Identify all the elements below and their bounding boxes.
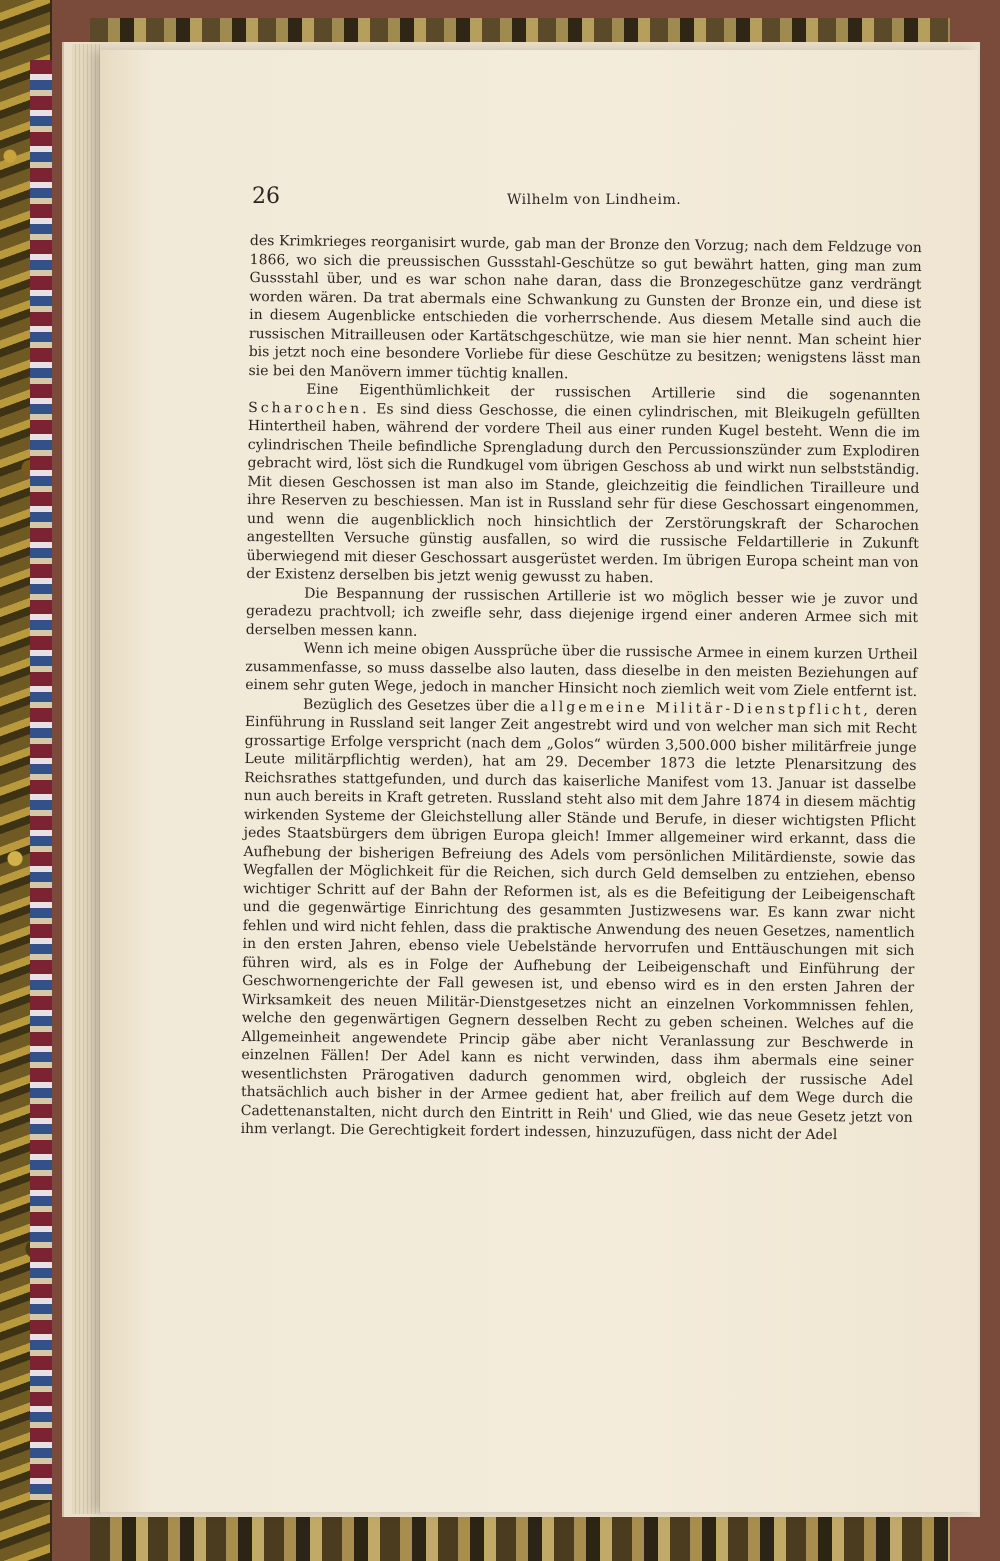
paragraph-text: Wenn ich meine obigen Aussprüche über die russische Armee in einem kurzen Urtheil zusammenfasse, so muss dasselbe also lauten, dass dieselbe in den meisten Beziehungen auf einem sehr guten Wege, jedoch in mancher Hinsicht noch ziemlich weit vom Ziele entfernt ist. [245,640,918,701]
paragraph-text: Es sind diess Geschosse, die einen cylindrischen, mit Bleikugeln gefüllten Hintertheil haben, während der vordere Theil aus einer runden Kugel besteht. Wenn die im cylindrischen Theile befindliche Sprengladung durch den Percussionszünder zum Explodiren gebracht wird, löst sich die Rundkugel vom übrigen Geschoss ab und wirkt nun selbstständig. Mit diesen Geschossen ist man also im Stande, gleichzeitig die feindlichen Tirailleure und ihre Reserven zu beschiessen. Man ist in Russland sehr für diese Geschossart eingenommen, und wenn die augenblicklich noch hinsichtlich der Zerstörungskraft der Scharochen angestellten Versuche günstig ausfallen, so wird die russische Feldartillerie in Zukunft überwiegend mit dieser Geschossart ausgerüstet werden. Im übrigen Europa scheint man von der Existenz derselben bis jetzt wenig gewusst zu haben. [246,400,921,587]
paragraph-text: deren Einführung in Russland seit langer Zeit angestrebt wird und von welcher man sich mit Recht grossartige Erfolge verspricht (nach dem „Golos“ würden 3,500.000 bisher militärfreie junge Leute militärpflichtig werden), hat am 29. December 1873 die letzte Plenarsitzung des Reichsrathes stattgefunden, und durch das kaiserliche Manifest vom 13. Januar ist dasselbe nun auch bereits in Kraft getreten. Russland steht also mit dem Jahre 1874 in diesem mächtig wirkenden Systeme der Gleichstellung aller Stände und Berufe, in dieser wichtigsten Pflicht jedes Staatsbürgers dem übrigen Europa gleich! Immer allgemeiner wird erkannt, dass die Aufhebung der bisherigen Befreiung des Adels vom persönlichen Militärdienste, sowie das Wegfallen der Möglichkeit für die Reichen, sich durch Geld demselben zu entziehen, ebenso wichtiger Schritt auf der Bahn der Reformen ist, als es die Befeitigung der Leibeigenschaft und die gegenwärtige Einrichtung des gesammten Justizwesens war. Es kann zwar nicht fehlen und wird nicht fehlen, dass die praktische Anwendung des neuen Gesetzes, namentlich in den ersten Jahren, ebenso viele Uebelstände hervorrufen und Enttäuschungen mit sich führen wird, als es in Folge der Aufhebung der Leibeigenschaft und Einführung der Geschwornengerichte der Fall gewesen ist, und ebenso wird es in den ersten Jahren der Wirksamkeit des neuen Militär-Dienstgesetzes nicht an einzelnen Vorkommnissen fehlen, welche den gegenwärtigen Gegnern desselben Recht zu geben scheinen. Welches auf die Allgemeinheit angewendete Princip gäbe aber nicht Veranlassung zur Beschwerde in einzelnen Fällen! Der Adel kann es nicht verwinden, dass ihm abermals eine seiner wesentlichsten Prärogativen dadurch genommen wird, obgleich der russische Adel thatsächlich auch bisher in der Armee gedient hat, aber freilich auf dem Wege durch die Cadettenanstalten, nicht durch den Eintritt in Reih' und Glied, wie das neue Gesetz jetzt von ihm verlangt. Die Gerechtigkeit fordert indessen, hinzuzufügen, dass nicht der Adel [240,702,918,1144]
bottom-edge-marbling [90,1512,950,1561]
paragraph [246,380,920,591]
marbled-spine-edge [30,60,52,1500]
paragraph-text: Die Bespannung der russischen Artillerie ist wo möglich besser wie je zuvor und geradezu prachtvoll; ich zweifle sehr, dass diejenige irgend einer anderen Armee sich mit derselben messen kann. [245,585,919,640]
running-head: Wilhelm von Lindheim. [507,192,682,208]
body-text [241,232,922,1145]
paragraph-lead: Eine Eigenthümlichkeit der russischen Artillerie sind die sogenannten [306,381,921,405]
paragraph [246,583,919,646]
emphasized-term: Scharochen. [248,399,370,417]
page-edges [72,44,100,1514]
page-header [252,184,922,218]
paragraph-lead: Bezüglich des Gesetzes über die [302,696,541,715]
paragraph [241,694,918,1145]
emphasized-term: allgemeine Militär-Dienstpflicht, [539,698,871,719]
paragraph [245,639,918,702]
paragraph [248,232,922,387]
page-number: 26 [252,184,280,209]
paragraph-text: des Krimkrieges reorganisirt wurde, gab man der Bronze den Vorzug; nach dem Feldzuge von 1866, wo sich die preussischen Gussstahl-Geschütze so gut bewährt hatten, ging man zum Gussstahl über, und es war schon nahe daran, dass die Bronzegeschütze ganz verdrängt worden wären. Da trat abermals eine Schwankung zu Gunsten der Bronze ein, und diese ist in diesem Augenblicke entschieden die vorherrschende. Aus diesem Metalle sind auch die russischen Mitrailleusen oder Kartätschgeschütze, wie man sie hier nennt. Man scheint hier bis jetzt noch eine besondere Vorliebe für diese Geschütze zu besitzen; wenigstens lässt man sie bei den Manövern immer tüchtig knallen. [248,232,922,382]
